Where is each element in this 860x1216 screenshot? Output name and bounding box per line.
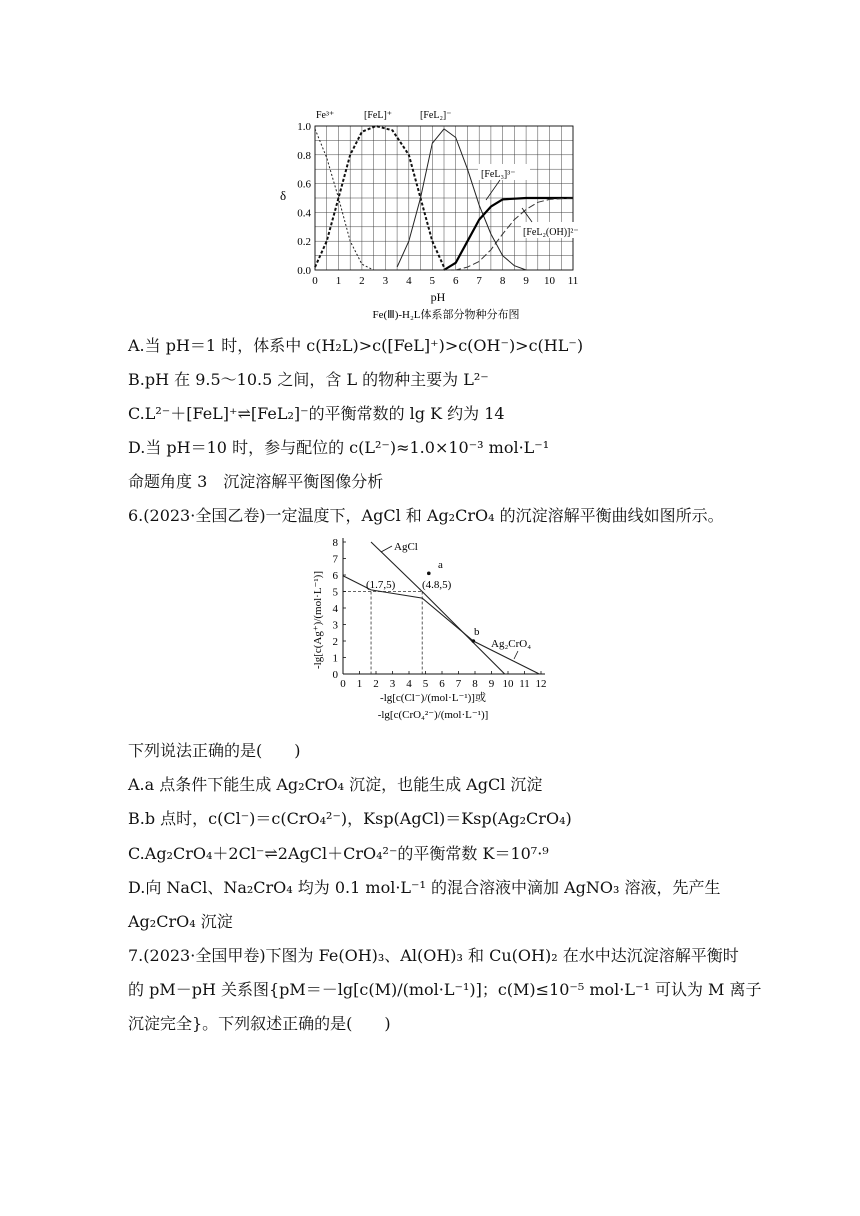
label-fel3: [FeL₃]³⁻ xyxy=(481,169,516,180)
y-tick-label: 3 xyxy=(332,619,338,632)
x-tick-label: 0 xyxy=(340,678,346,690)
option-a-1: A.当 pH＝1 时，体系中 c(H₂L)>c([FeL]⁺)>c(OH⁻)>c(HL⁻) xyxy=(128,336,584,355)
option-a-2: A.a 点条件下能生成 Ag₂CrO₄ 沉淀，也能生成 AgCl 沉淀 xyxy=(128,775,543,794)
y-tick-label: 7 xyxy=(332,553,338,566)
x-tick-label: 10 xyxy=(544,275,556,287)
annotation-1-7-5: (1.7,5) xyxy=(366,579,396,591)
solubility-equilibrium-chart xyxy=(308,535,558,729)
label-agcl-leader xyxy=(381,546,392,552)
data-point xyxy=(472,639,476,643)
series-line xyxy=(315,126,444,267)
x-tick-label: 5 xyxy=(429,275,436,287)
option-b-2: B.b 点时，c(Cl⁻)＝c(CrO₄²⁻)，Ksp(AgCl)＝Ksp(Ag₂CrO₄) xyxy=(128,809,572,828)
annotation-4-8-5: (4.8,5) xyxy=(422,579,452,591)
x-tick-label: 8 xyxy=(499,275,506,287)
x-tick-label: 9 xyxy=(523,275,529,287)
x-tick-label: 11 xyxy=(567,275,579,287)
option-b-1: B.pH 在 9.5～10.5 之间，含 L 的物种主要为 L²⁻ xyxy=(128,370,489,389)
chart1-title: Fe(Ⅲ)-H₂L体系部分物种分布图 xyxy=(372,309,520,321)
x-tick-label: 9 xyxy=(488,678,495,690)
y-tick-label: 0.6 xyxy=(297,178,311,191)
option-d-2-line2: Ag₂CrO₄ 沉淀 xyxy=(128,912,233,931)
question-7-line3: 沉淀完全}。下列叙述正确的是( ) xyxy=(128,1014,391,1033)
y-tick-label: 0.2 xyxy=(297,236,311,249)
y-tick-label: 4 xyxy=(332,603,338,615)
x-tick-label: 6 xyxy=(452,275,459,287)
x-tick-label: 1 xyxy=(335,275,342,287)
chart2-ylabel: -lg[c(Ag⁺)/(mol·L⁻¹)] xyxy=(312,571,324,669)
label-agcl: AgCl xyxy=(394,541,418,553)
y-tick-label: 6 xyxy=(332,570,338,582)
label-ag2cro4-leader xyxy=(514,651,518,659)
chart2-axes xyxy=(343,538,545,674)
x-tick-label: 4 xyxy=(406,678,412,690)
y-tick-label: 1.0 xyxy=(297,121,311,133)
x-tick-label: 1 xyxy=(356,678,363,690)
x-tick-label: 12 xyxy=(535,678,547,690)
option-c-1: C.L²⁻＋[FeL]⁺⇌[FeL₂]⁻的平衡常数的 lg K 约为 14 xyxy=(128,404,505,423)
option-d-2-line1: D.向 NaCl、Na₂CrO₄ 均为 0.1 mol·L⁻¹ 的混合溶液中滴加 AgNO₃ 溶液，先产生 xyxy=(128,878,721,897)
x-tick-label: 6 xyxy=(439,678,445,690)
point-a-label: a xyxy=(438,559,443,571)
label-fe3: Fe³⁺ xyxy=(316,110,335,121)
x-tick-label: 8 xyxy=(472,678,478,690)
y-tick-label: 0.0 xyxy=(297,265,311,277)
chart1-xlabel: pH xyxy=(430,290,446,304)
species-distribution-chart xyxy=(274,104,594,324)
question-6-prompt: 下列说法正确的是( ) xyxy=(128,741,301,760)
chart2-xlabel-1: -lg[c(Cl⁻)/(mol·L⁻¹)]或 xyxy=(380,692,486,704)
chart1-ylabel: δ xyxy=(280,188,287,203)
data-point xyxy=(427,572,431,576)
question-7-line2: 的 pM－pH 关系图{pM＝－lg[c(M)/(mol·L⁻¹)]；c(M)≤10⁻⁵ mol·L⁻¹ 可认为 M 离子 xyxy=(128,980,762,999)
question-6-stem: 6.(2023·全国乙卷)一定温度下，AgCl 和 Ag₂CrO₄ 的沉淀溶解平衡曲线如图所示。 xyxy=(128,506,724,525)
x-tick-label: 0 xyxy=(312,275,318,287)
section-heading: 命题角度 3 沉淀溶解平衡图像分析 xyxy=(128,472,384,491)
question-7-line1: 7.(2023·全国甲卷)下图为 Fe(OH)₃、Al(OH)₃ 和 Cu(OH)₂ 在水中达沉淀溶解平衡时 xyxy=(128,946,739,965)
x-tick-label: 2 xyxy=(359,275,365,287)
y-tick-label: 1 xyxy=(332,652,338,665)
point-b-label: b xyxy=(474,626,480,638)
x-tick-label: 4 xyxy=(406,275,412,287)
x-tick-label: 3 xyxy=(382,275,389,287)
x-tick-label: 3 xyxy=(389,678,396,690)
y-tick-label: 8 xyxy=(332,537,338,549)
x-tick-label: 2 xyxy=(373,678,379,690)
x-tick-label: 7 xyxy=(476,275,482,287)
chart1-ticks xyxy=(297,121,578,287)
arrow-fel2oh xyxy=(522,208,532,222)
label-fel2oh: [FeL₂(OH)]²⁻ xyxy=(523,227,579,238)
y-tick-label: 0.4 xyxy=(297,207,311,220)
label-ag2cro4: Ag₂CrO₄ xyxy=(491,638,532,650)
y-tick-label: 5 xyxy=(332,586,338,599)
y-tick-label: 0 xyxy=(332,669,338,681)
option-d-1: D.当 pH＝10 时，参与配位的 c(L²⁻)≈1.0×10⁻³ mol·L⁻¹ xyxy=(128,438,550,457)
option-c-2: C.Ag₂CrO₄＋2Cl⁻⇌2AgCl＋CrO₄²⁻的平衡常数 K＝10⁷·⁹ xyxy=(128,844,549,863)
x-tick-label: 10 xyxy=(502,678,514,690)
chart2-xlabel-2: -lg[c(CrO₄²⁻)/(mol·L⁻¹)] xyxy=(377,709,489,721)
y-tick-label: 2 xyxy=(332,636,338,648)
label-fel: [FeL]⁺ xyxy=(364,110,393,121)
x-tick-label: 5 xyxy=(422,678,429,690)
label-fel2: [FeL₂]⁻ xyxy=(420,110,452,121)
x-tick-label: 7 xyxy=(455,678,462,690)
x-tick-label: 11 xyxy=(519,678,530,690)
y-tick-label: 0.8 xyxy=(297,149,311,162)
arrow-fel3 xyxy=(486,180,500,200)
